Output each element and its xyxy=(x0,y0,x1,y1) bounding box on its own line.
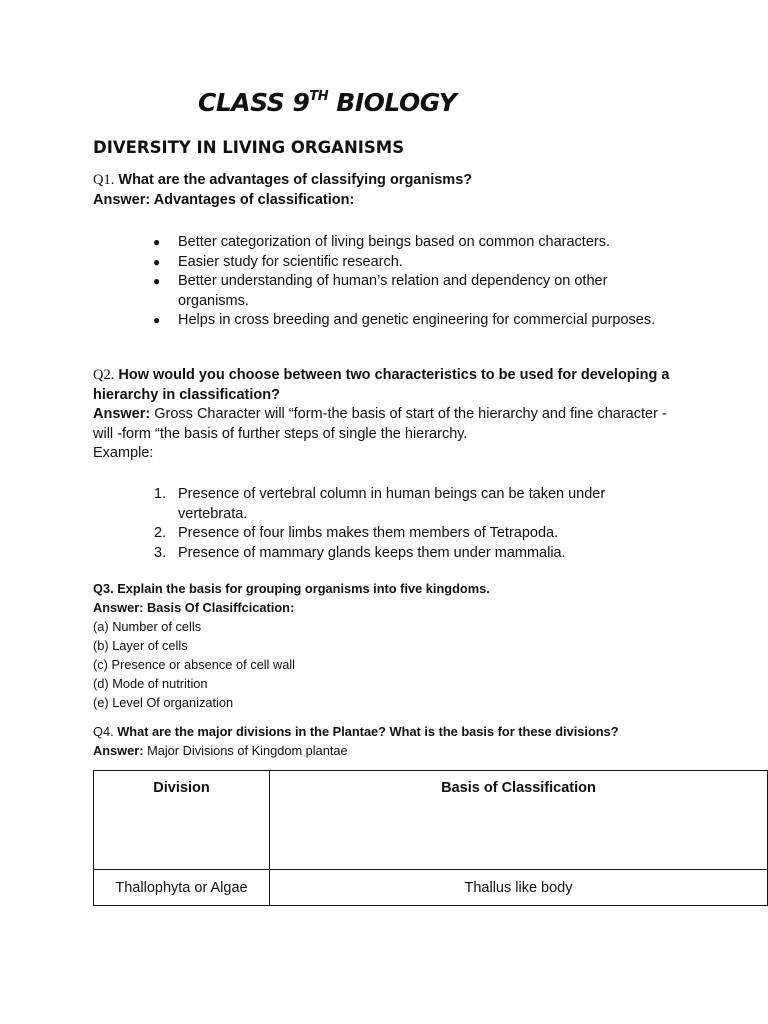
question-number: Q1. xyxy=(93,172,115,188)
question-text: What are the advantages of classifying organisms? xyxy=(118,172,473,188)
title-main: CLASS 9 xyxy=(198,88,310,117)
item-number: 2. xyxy=(154,525,167,541)
cell-basis: Thallus like body xyxy=(270,870,768,906)
question-2 xyxy=(93,366,683,464)
list-item: 3. Presence of mammary glands keeps them under mammalia. xyxy=(178,544,658,564)
list-item: (c) Presence or absence of cell wall xyxy=(93,657,295,672)
question-4 xyxy=(93,722,733,760)
bullet-icon: ● xyxy=(153,254,161,269)
question-number: Q3. xyxy=(93,581,114,596)
advantages-list xyxy=(153,233,658,331)
list-item: (d) Mode of nutrition xyxy=(93,676,208,691)
answer-text: Major Divisions of Kingdom plantae xyxy=(147,743,348,758)
table-header-row xyxy=(94,771,768,870)
list-item: 1. Presence of vertebral column in human beings can be taken under vertebrata. xyxy=(154,486,606,522)
answer-heading: Answer: Basis Of Clasiffcication: xyxy=(93,600,295,615)
plantae-divisions-table xyxy=(93,770,768,906)
examples-list xyxy=(154,485,658,563)
page-title xyxy=(198,88,456,117)
header-basis: Basis of Classification xyxy=(270,771,768,870)
title-superscript: TH xyxy=(309,88,329,104)
answer-label: Answer: xyxy=(93,406,151,422)
list-item: (b) Layer of cells xyxy=(93,638,188,653)
list-item: ● Better understanding of human’s relation and dependency on other organisms. xyxy=(153,273,608,309)
list-item: ● Better categorization of living beings based on common characters. xyxy=(178,233,658,253)
example-label: Example: xyxy=(93,445,154,461)
list-item: ● Helps in cross breeding and genetic engineering for commercial purposes. xyxy=(178,311,658,331)
question-number: Q2. xyxy=(93,367,115,383)
header-division: Division xyxy=(94,771,270,870)
question-text: What are the major divisions in the Plantae? What is the basis for these divisions? xyxy=(117,724,619,739)
list-item: (a) Number of cells xyxy=(93,619,202,634)
answer-text: Gross Character will “form-the basis of start of the hierarchy and fine character -will -form “the basis of further steps of single the hierarchy. xyxy=(93,406,667,442)
question-3 xyxy=(93,579,693,712)
list-item: ● Easier study for scientific research. xyxy=(178,253,658,273)
cell-division: Thallophyta or Algae xyxy=(94,870,270,906)
list-item: (e) Level Of organization xyxy=(93,695,234,710)
question-text: Explain the basis for grouping organisms into five kingdoms. xyxy=(117,581,490,596)
bullet-icon: ● xyxy=(153,313,161,327)
item-number: 1. xyxy=(154,486,167,502)
title-subject: BIOLOGY xyxy=(328,88,457,117)
question-text: How would you choose between two characteristics to be used for developing a hierarchy in classification? xyxy=(93,367,670,403)
section-heading: DIVERSITY IN LIVING ORGANISMS xyxy=(93,138,405,157)
list-item: 2. Presence of four limbs makes them members of Tetrapoda. xyxy=(178,524,658,544)
answer-heading: Answer: Advantages of classification: xyxy=(93,191,355,208)
question-1 xyxy=(93,171,693,210)
table-row xyxy=(94,870,768,906)
bullet-icon: ● xyxy=(153,235,161,249)
answer-label: Answer: xyxy=(93,743,144,758)
item-number: 3. xyxy=(154,544,167,561)
bullet-icon: ● xyxy=(153,274,161,288)
question-number: Q4. xyxy=(93,724,114,739)
